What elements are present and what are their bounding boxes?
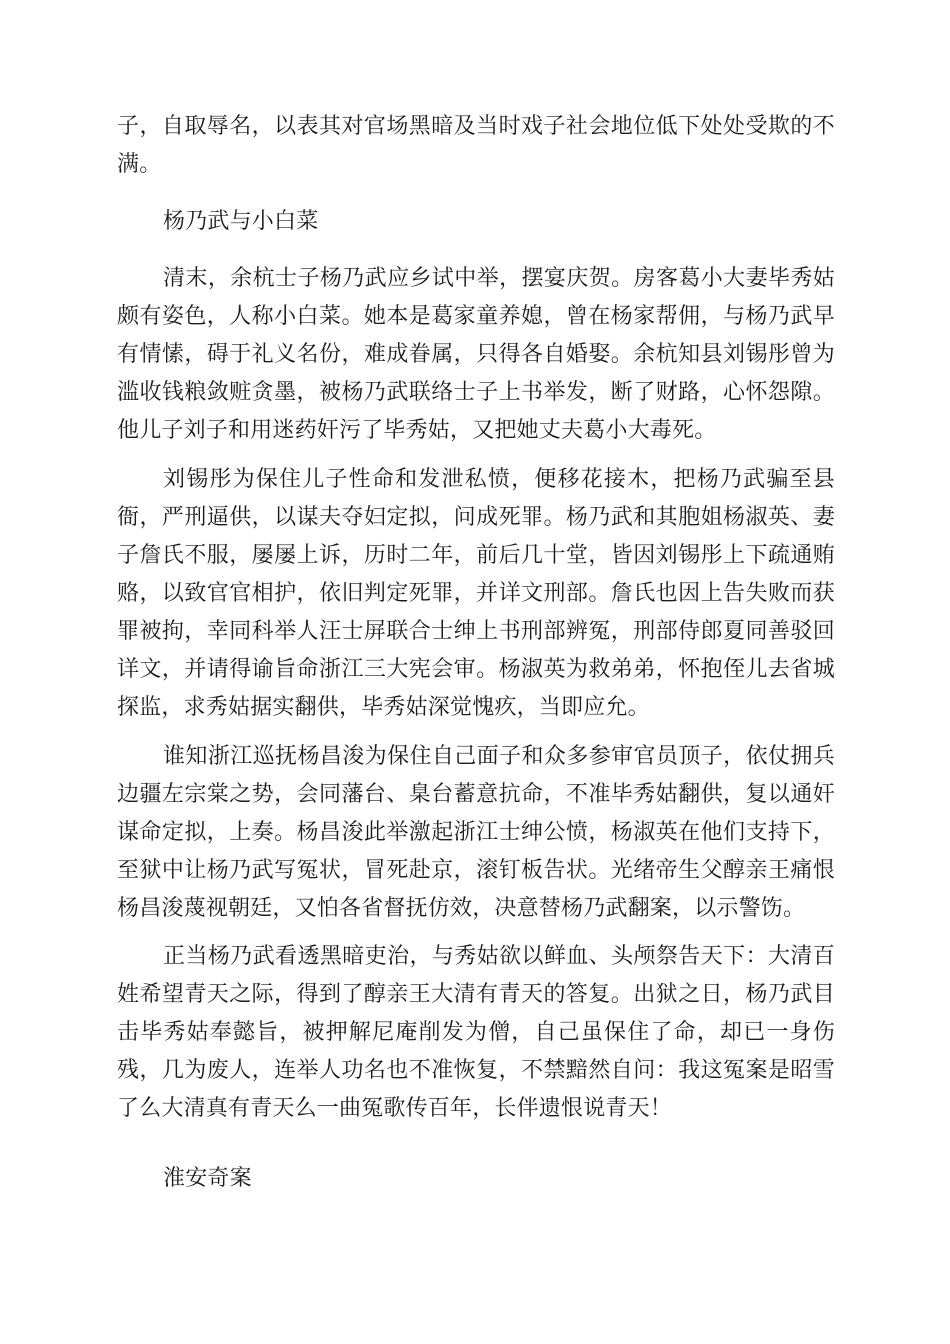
paragraph [117, 938, 835, 1128]
text-line: 残，几为废人，连举人功名也不准恢复，不禁黯然自问：我这冤案是昭雪 [117, 1058, 835, 1083]
text-line: 滥收钱粮敛赃贪墨，被杨乃武联络士子上书举发，断了财路，心怀怨隙。 [117, 380, 835, 405]
paragraph [117, 260, 835, 450]
text-line: 谋命定拟，上奏。杨昌浚此举激起浙江士绅公愤，杨淑英在他们支持下， [117, 820, 835, 845]
text-line: 详文，并请得谕旨命浙江三大宪会审。杨淑英为救弟弟，怀抱侄儿去省城 [117, 657, 835, 682]
heading-text: 淮安奇案 [163, 1166, 252, 1191]
text-line: 他儿子刘子和用迷药奸污了毕秀姑，又把她丈夫葛小大毒死。 [117, 418, 717, 443]
text-line: 探监，求秀姑据实翻供，毕秀姑深觉愧疚，当即应允。 [117, 695, 650, 720]
text-line: 衙，严刑逼供，以谋夫夺妇定拟，问成死罪。杨乃武和其胞姐杨淑英、妻 [117, 505, 835, 530]
text-line: 有情愫，碍于礼义名份，难成眷属，只得各自婚娶。余杭知县刘锡彤曾为 [117, 342, 835, 367]
text-line: 杨昌浚蔑视朝廷，又怕各省督抚仿效，决意替杨乃武翻案，以示警饬。 [117, 896, 806, 921]
text-line: 姓希望青天之际，得到了醇亲王大清有青天的答复。出狱之日，杨乃武目 [117, 982, 835, 1007]
text-line: 正当杨乃武看透黑暗吏治，与秀姑欲以鲜血、头颅祭告天下：大清百 [163, 944, 835, 969]
text-line: 子，自取辱名，以表其对官场黑暗及当时戏子社会地位低下处处受欺的不 [117, 114, 835, 139]
paragraph [117, 738, 835, 928]
text-line: 子詹氏不服，屡屡上诉，历时二年，前后几十堂，皆因刘锡彤上下疏通贿 [117, 543, 835, 568]
text-line: 了么大清真有青天么一曲冤歌传百年，长伴遗恨说青天！ [117, 1096, 673, 1121]
paragraph-continuation [117, 108, 835, 184]
text-line: 满。 [117, 152, 162, 177]
paragraph [117, 461, 835, 727]
text-line: 清末，余杭士子杨乃武应乡试中举，摆宴庆贺。房客葛小大妻毕秀姑 [163, 266, 835, 291]
section-heading [117, 203, 835, 241]
text-line: 颇有姿色，人称小白菜。她本是葛家童养媳，曾在杨家帮佣，与杨乃武早 [117, 304, 835, 329]
text-line: 谁知浙江巡抚杨昌浚为保住自己面子和众多参审官员顶子，依仗拥兵 [163, 744, 835, 769]
heading-text: 杨乃武与小白菜 [163, 209, 319, 234]
text-line: 罪被拘，幸同科举人汪士屏联合士绅上书刑部辨冤，刑部侍郎夏同善驳回 [117, 619, 835, 644]
text-line: 至狱中让杨乃武写冤状，冒死赴京，滚钉板告状。光绪帝生父醇亲王痛恨 [117, 858, 835, 883]
section-heading [117, 1160, 835, 1198]
text-line: 边疆左宗棠之势，会同藩台、臬台蓄意抗命，不准毕秀姑翻供，复以通奸 [117, 782, 835, 807]
text-line: 击毕秀姑奉懿旨，被押解尼庵削发为僧，自己虽保住了命，却已一身伤 [117, 1020, 835, 1045]
text-line: 赂，以致官官相护，依旧判定死罪，并详文刑部。詹氏也因上告失败而获 [117, 581, 835, 606]
text-line: 刘锡彤为保住儿子性命和发泄私愤，便移花接木，把杨乃武骗至县 [163, 467, 835, 492]
